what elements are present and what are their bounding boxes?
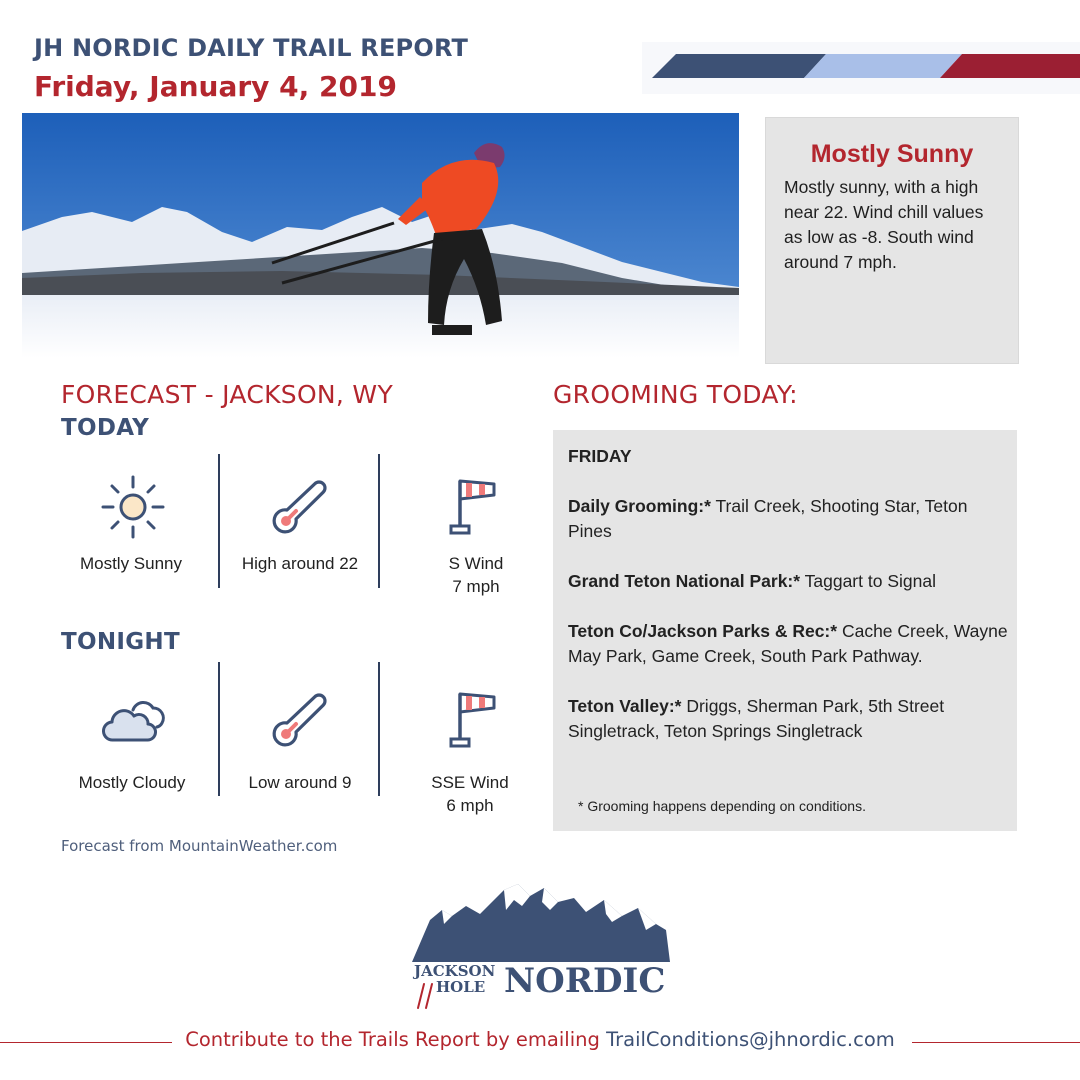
today-temp: High around 22 — [241, 554, 359, 573]
grooming-title: GROOMING TODAY: — [553, 380, 798, 409]
logo-nordic: NORDIC — [504, 961, 666, 1001]
skier-photo — [22, 113, 739, 358]
grooming-item: Daily Grooming:* Trail Creek, Shooting Star, Teton Pines — [568, 496, 968, 541]
divider — [378, 454, 380, 588]
grooming-panel — [553, 430, 1017, 831]
grooming-item: Teton Valley:* Driggs, Sherman Park, 5th Street Singletrack, Teton Springs Singletrack — [568, 696, 945, 741]
footer-email-link[interactable]: TrailConditions@jhnordic.com — [606, 1028, 895, 1051]
report-title: JH NORDIC DAILY TRAIL REPORT — [34, 34, 469, 62]
tonight-wind-direction: SSE Wind — [431, 773, 509, 792]
today-wind-direction: S Wind — [448, 554, 504, 573]
tonight-condition: Mostly Cloudy — [78, 773, 186, 792]
grooming-item: Grand Teton National Park:* Taggart to Signal — [568, 571, 936, 591]
forecast-credit: Forecast from MountainWeather.com — [61, 837, 338, 855]
thermometer-icon — [270, 475, 332, 537]
tonight-wind-speed: 6 mph — [446, 796, 494, 815]
report-date: Friday, January 4, 2019 — [34, 70, 397, 103]
cloud-icon — [99, 696, 167, 744]
footer-note — [0, 1028, 1080, 1051]
windsock-icon — [446, 475, 498, 537]
divider — [378, 662, 380, 796]
grooming-item: Teton Co/Jackson Parks & Rec:* Cache Creek, Wayne May Park, Game Creek, South Park Pathway. — [568, 621, 1008, 666]
decorative-stripes — [642, 42, 1080, 94]
tonight-label: TONIGHT — [61, 629, 180, 655]
windsock-icon — [446, 688, 498, 750]
tonight-wind — [414, 771, 526, 817]
logo-hole: HOLE — [436, 978, 486, 996]
grooming-note: * Grooming happens depending on conditions. — [578, 798, 866, 814]
forecast-title: FORECAST - JACKSON, WY — [61, 380, 394, 409]
thermometer-icon — [270, 688, 332, 750]
summary-text: Mostly sunny, with a high near 22. Wind chill values as low as -8. South wind around 7 mph. — [784, 177, 984, 272]
footer-text: Contribute to the Trails Report by emailing — [185, 1028, 600, 1051]
weather-summary-panel — [765, 117, 1019, 364]
logo-jackson: JACKSON — [414, 962, 496, 980]
today-wind-speed: 7 mph — [452, 577, 500, 596]
sun-icon — [100, 474, 166, 540]
today-label: TODAY — [61, 415, 150, 441]
summary-title: Mostly Sunny — [810, 140, 974, 168]
divider — [218, 662, 220, 796]
divider — [218, 454, 220, 588]
tonight-temp: Low around 9 — [248, 773, 352, 792]
grooming-day: FRIDAY — [568, 446, 632, 466]
today-wind — [420, 552, 532, 598]
jackson-hole-nordic-logo — [408, 880, 674, 1012]
today-condition: Mostly Sunny — [79, 554, 183, 573]
